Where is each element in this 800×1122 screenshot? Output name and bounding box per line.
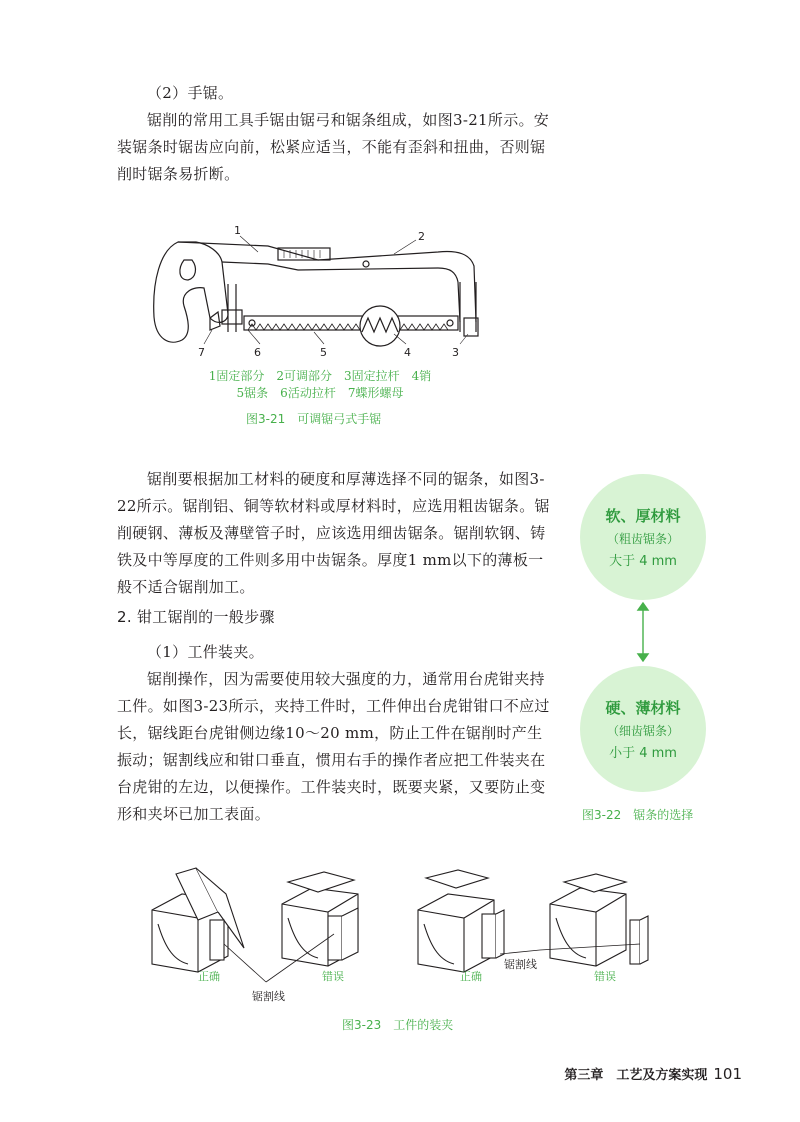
subheading-hand-saw: （2）手锯。 <box>147 84 234 102</box>
circle-hard-thin-title: 硬、薄材料 <box>605 699 681 717</box>
paragraph-blade-selection: 锯削要根据加工材料的硬度和厚薄选择不同的锯条，如图3-22所示。锯削铝、铜等软材料或厚材料时，应选用粗齿锯条。锯削硬钢、薄板及薄壁管子时，应该选用细齿锯条。锯削软钢、铸铁及中等厚度的工件则多用中齿锯条。厚度1 mm以下的薄板一般不适合锯削加工。 <box>117 470 550 596</box>
circle-soft-thick-size: 大于 4 mm <box>609 554 677 569</box>
circle-hard-thin-size: 小于 4 mm <box>609 746 677 761</box>
circle-hard-thin-sub: （细齿锯条） <box>606 724 679 738</box>
paragraph-clamping: 锯削操作，因为需要使用较大强度的力，通常用台虎钳夹持工件。如图3-23所示，夹持工件时，工件伸出台虎钳钳口不应过长，锯线距台虎钳侧边缘10～20 mm，防止工件在锯削时产生振动；锯割线应和钳口垂直，惯用右手的操作者应把工件装夹在台虎钳的左边，以便操作。工件装夹时，既要夹紧，又要防止变形和夹坏已加工表面。 <box>117 670 550 823</box>
fig321-legend-line1: 1固定部分 2可调部分 3固定拉杆 4销 <box>208 369 432 383</box>
callout-7: 7 <box>198 346 205 359</box>
fig321-caption: 图3-21 可调锯弓式手锯 <box>246 412 382 426</box>
section-blade-selection <box>117 466 557 601</box>
circle-soft-thick-sub: （粗齿锯条） <box>606 532 679 546</box>
paragraph-hand-saw: 锯削的常用工具手锯由锯弓和锯条组成，如图3-21所示。安装锯条时锯齿应向前，松紧应适当，不能有歪斜和扭曲，否则锯削时锯条易折断。 <box>117 111 550 183</box>
vise-clamping-illustration <box>148 864 668 1010</box>
circle-soft-thick <box>580 474 706 600</box>
subheading-clamping: （1）工件装夹。 <box>147 643 264 661</box>
heading-steps: 2. 钳工锯削的一般步骤 <box>117 608 275 626</box>
callout-5: 5 <box>320 346 327 359</box>
circle-soft-thick-title: 软、厚材料 <box>605 507 681 525</box>
fig323-caption: 图3-23 工件的装夹 <box>342 1018 454 1032</box>
callout-1: 1 <box>234 224 241 237</box>
label-saw-line-left: 锯割线 <box>252 990 285 1003</box>
label-wrong-2: 错误 <box>594 970 616 983</box>
circle-hard-thin <box>580 666 706 792</box>
label-correct-2: 正确 <box>460 970 482 983</box>
fig321-legend-line2: 5锯条 6活动拉杆 7蝶形螺母 <box>236 386 404 400</box>
double-arrow <box>636 602 650 662</box>
fig322-caption: 图3-22 锯条的选择 <box>582 808 694 822</box>
footer-chapter: 第三章 工艺及方案实现 <box>564 1068 708 1083</box>
hacksaw-illustration <box>148 222 493 362</box>
callout-2: 2 <box>418 230 425 243</box>
callout-3: 3 <box>452 346 459 359</box>
label-saw-line-right: 锯割线 <box>504 958 537 971</box>
section-hand-saw <box>117 80 557 188</box>
page-number: 101 <box>713 1065 742 1083</box>
page-footer <box>564 1064 742 1083</box>
fig321-legend <box>150 368 490 402</box>
label-wrong-1: 错误 <box>322 970 344 983</box>
callout-6: 6 <box>254 346 261 359</box>
section-steps <box>117 604 557 828</box>
label-correct-1: 正确 <box>198 970 220 983</box>
callout-4: 4 <box>404 346 411 359</box>
